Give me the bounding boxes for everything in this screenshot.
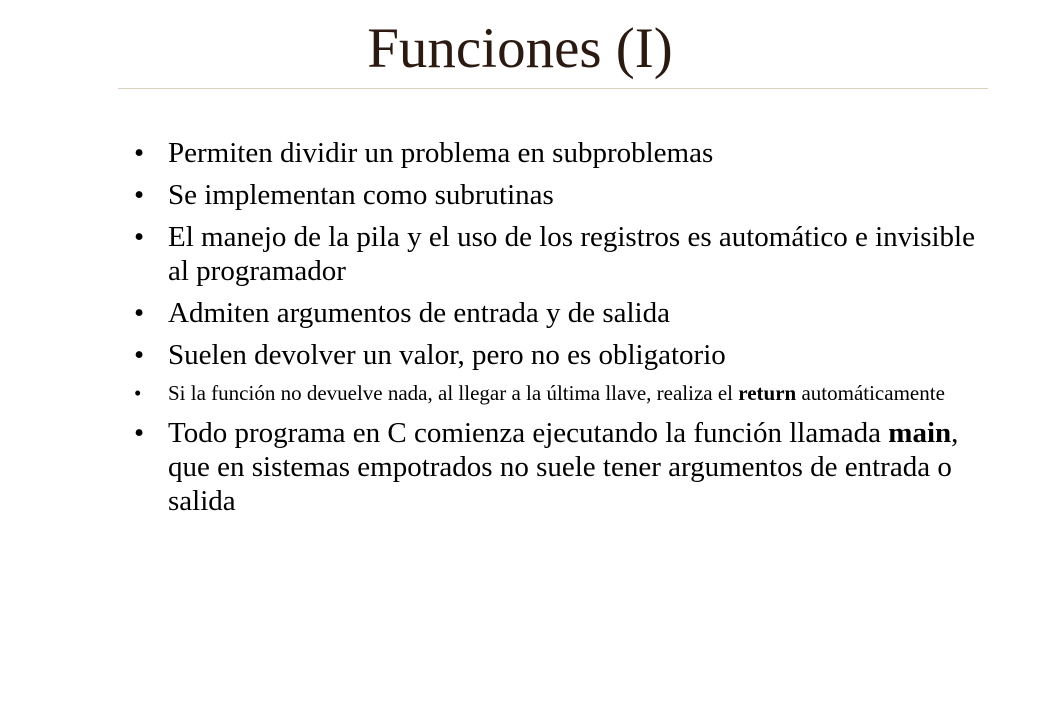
bullet-item xyxy=(132,296,992,330)
bullet-item xyxy=(132,178,992,212)
bullet-icon: • xyxy=(134,297,145,329)
slide-title: Funciones (I) xyxy=(367,17,673,80)
title-divider xyxy=(118,88,988,89)
bullet-item xyxy=(132,338,992,372)
bullet-icon: • xyxy=(134,221,145,253)
bullet-keyword-main: main xyxy=(888,417,952,449)
bullet-item xyxy=(132,380,992,406)
bullet-text-before: Si la función no devuelve nada, al llegar a la última llave, realiza el xyxy=(168,381,739,405)
bullet-item xyxy=(132,136,992,170)
bullet-text-after: , que en sistemas empotrados no suele tener argumentos de entrada o salida xyxy=(168,417,959,517)
bullet-item xyxy=(132,416,992,518)
bullet-text xyxy=(168,417,958,517)
bullet-keyword-return: return xyxy=(738,381,797,405)
bullet-text: El manejo de la pila y el uso de los registros es automático e invisible al programador xyxy=(168,221,975,287)
bullet-icon: • xyxy=(134,381,142,405)
bullet-item xyxy=(132,220,992,288)
bullet-text xyxy=(168,381,945,405)
bullet-icon: • xyxy=(134,137,145,169)
bullet-text-after: automáticamente xyxy=(796,381,945,405)
bullet-text-before: Todo programa en C comienza ejecutando la función llamada xyxy=(168,417,889,449)
bullet-list xyxy=(132,136,992,526)
bullet-text: Permiten dividir un problema en subproblemas xyxy=(168,137,714,169)
bullet-icon: • xyxy=(134,339,145,371)
bullet-text: Suelen devolver un valor, pero no es obligatorio xyxy=(168,339,726,371)
bullet-icon: • xyxy=(134,417,145,449)
bullet-icon: • xyxy=(134,179,145,211)
bullet-text: Admiten argumentos de entrada y de salida xyxy=(168,297,670,329)
bullet-text: Se implementan como subrutinas xyxy=(168,179,554,211)
